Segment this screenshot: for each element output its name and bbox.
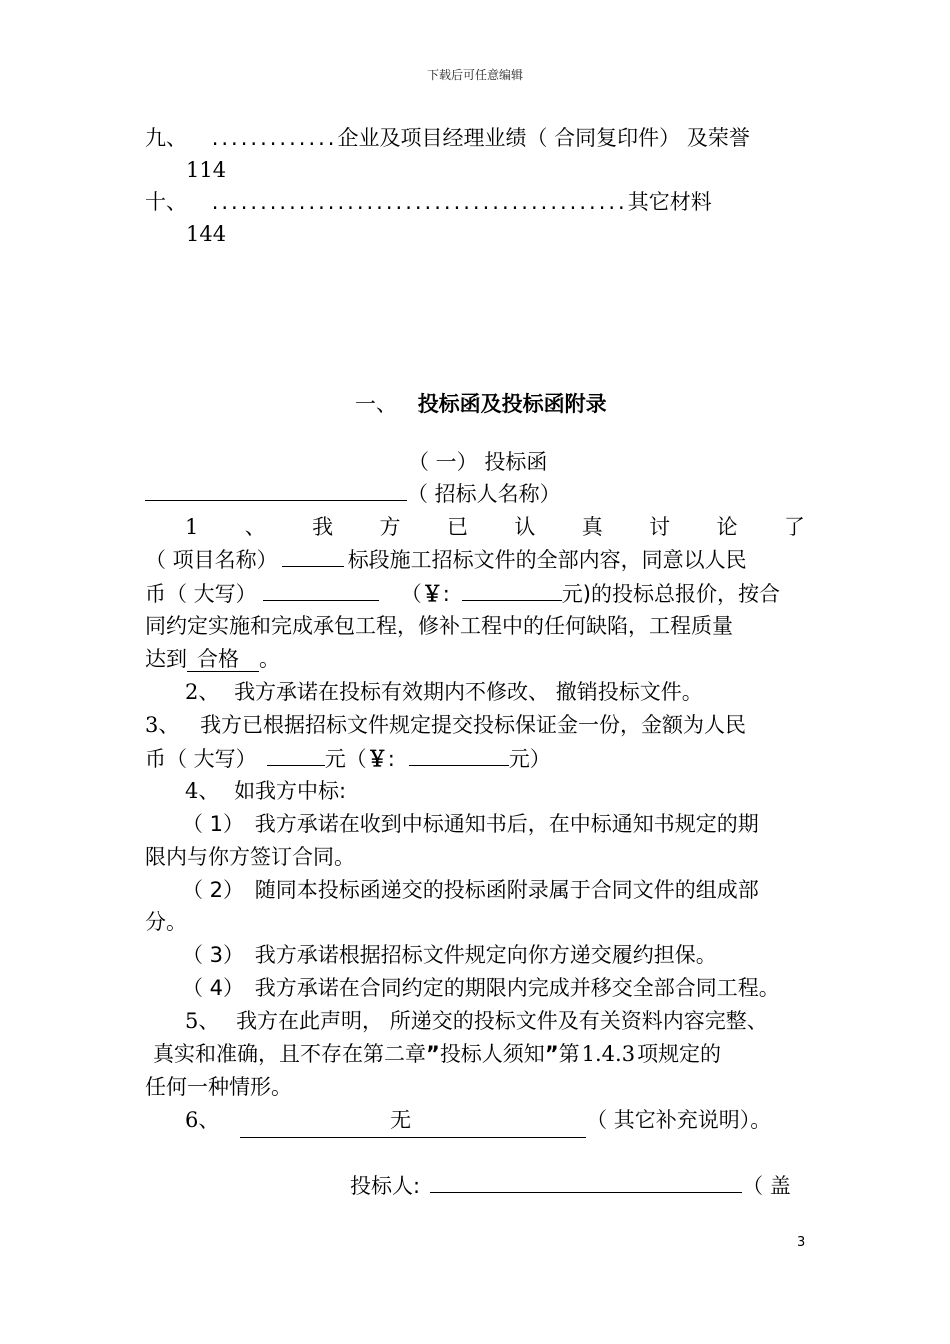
deposit-figures-blank: [409, 743, 509, 766]
toc-title: 企业及项目经理业绩（ 合同复印件） 及荣誉: [337, 126, 750, 150]
colon: :: [442, 582, 450, 606]
p5-text: 投标人须知: [439, 1042, 545, 1066]
item-text: 我方承诺在合同约定的期限内完成并移交全部合同工程。: [254, 976, 780, 1000]
p6-suffix: （ 其它补充说明）。: [586, 1108, 772, 1132]
p1-text: 达到: [145, 647, 187, 671]
bidder-blank: [430, 1170, 742, 1193]
item-number: （ 2）: [182, 878, 245, 902]
supplement-value: 无: [240, 1104, 586, 1138]
p1-text: 元)的投标总报价，按合: [561, 582, 780, 606]
yen-symbol: ￥: [366, 746, 388, 771]
section-heading: [355, 388, 607, 421]
paragraph-1-line-2: [145, 544, 747, 577]
p1-char: 已: [446, 515, 468, 539]
p3-text: 元）: [508, 747, 551, 771]
p5-text: 我方在此声明， 所递交的投标文件及有关资料内容完整、: [236, 1009, 768, 1033]
p2-number: 2、: [185, 680, 220, 704]
paragraph-3-line-1: [145, 709, 746, 742]
paragraph-4: [185, 775, 346, 808]
toc-title: 其它材料: [627, 190, 712, 214]
item-4-4: [182, 972, 780, 1005]
item-4-2: [182, 874, 759, 907]
paragraph-1-line-3: [145, 577, 780, 611]
p1-char: 真: [581, 515, 603, 539]
p1-char: 认: [514, 515, 536, 539]
toc-number: 九、: [145, 126, 187, 150]
item-4-1-cont: 限内与你方签订合同。: [145, 845, 355, 869]
item-text: 我方承诺在收到中标通知书后，在中标通知书规定的期: [254, 812, 759, 836]
toc-page-number: 144: [186, 222, 227, 246]
paragraph-3-line-2: [145, 742, 551, 776]
paragraph-5-line-3: 任何一种情形。: [145, 1075, 292, 1099]
clause-number: 1.4.3: [581, 1042, 636, 1066]
p5-number: 5、: [185, 1009, 220, 1033]
bidder-line: [350, 1170, 791, 1203]
item-4-2-cont: 分。: [145, 910, 187, 934]
p5-text: 第: [558, 1042, 580, 1066]
deposit-words-label: 币（ 大写）: [145, 747, 257, 771]
paragraph-2: [185, 676, 703, 709]
p1-char: 方: [379, 515, 401, 539]
quote-mark: ”: [544, 1042, 559, 1066]
item-text: 我方承诺根据招标文件规定向你方递交履约担保。: [254, 943, 717, 967]
paragraph-6: [185, 1104, 771, 1138]
page-number: 3: [797, 1235, 806, 1250]
item-number: （ 1）: [182, 812, 245, 836]
quote-mark: ”: [426, 1042, 440, 1066]
project-name-label: （ 项目名称）: [145, 548, 278, 572]
toc-entry-9: [145, 122, 750, 155]
p4-text: 如我方中标:: [234, 779, 347, 803]
project-name-blank: [282, 544, 344, 567]
p1-text: 。: [259, 647, 280, 671]
section-number: 一、: [355, 392, 397, 416]
p4-number: 4、: [185, 779, 220, 803]
paragraph-5-line-2: [153, 1038, 721, 1071]
p1-char: 1: [185, 515, 199, 539]
yen-symbol: ￥: [421, 581, 443, 606]
p3-text: 我方已根据招标文件规定提交投标保证金一份，金额为人民: [200, 713, 747, 737]
p1-char: 我: [312, 515, 334, 539]
recipient-blank: [145, 478, 407, 501]
p3-text: 元（: [324, 747, 367, 771]
paragraph-1-line-5: [145, 643, 280, 676]
p5-text: 项规定的: [637, 1042, 722, 1066]
amount-words-label: 币（ 大写）: [145, 582, 257, 606]
p5-text: 真实和准确，且不存在第二章: [153, 1042, 426, 1066]
recipient-suffix: （ 招标人名称）: [407, 482, 561, 506]
p6-number: 6、: [185, 1108, 220, 1132]
paragraph-1-line-4: 同约定实施和完成承包工程，修补工程中的任何缺陷，工程质量: [145, 614, 733, 638]
section-title: 投标函及投标函附录: [417, 392, 607, 416]
item-text: 随同本投标函递交的投标函附录属于合同文件的组成部: [254, 878, 759, 902]
colon: :: [387, 747, 395, 771]
letter-subtitle: （ 一） 投标函: [408, 450, 548, 474]
toc-leader-dots: ...........................................: [211, 190, 628, 214]
deposit-words-blank: [267, 743, 325, 766]
page-header: 下载后可任意编辑: [426, 68, 523, 82]
paragraph-5-line-1: [185, 1005, 768, 1038]
p1-char: 了: [783, 515, 805, 539]
recipient-line: [145, 478, 561, 511]
item-4-1: [182, 808, 759, 841]
p2-text: 我方承诺在投标有效期内不修改、 撤销投标文件。: [234, 680, 703, 704]
p1-char: 、: [244, 515, 266, 539]
toc-entry-10: [145, 186, 712, 219]
p1-char: 论: [716, 515, 738, 539]
item-4-3: [182, 939, 717, 972]
amount-figures-blank: [462, 578, 562, 601]
p1-char: 讨: [649, 515, 671, 539]
bidder-suffix: （ 盖: [742, 1174, 791, 1198]
item-number: （ 4）: [182, 976, 245, 1000]
paragraph-1-line-1: [145, 511, 805, 544]
paren-open: （: [400, 582, 422, 606]
quality-value: 合格: [187, 647, 259, 672]
toc-page-number: 114: [186, 158, 227, 182]
p1-text: 标段施工招标文件的全部内容，同意以人民: [347, 548, 747, 572]
toc-leader-dots: .............: [211, 126, 338, 150]
amount-words-blank: [263, 578, 379, 601]
bidder-label: 投标人:: [350, 1174, 421, 1198]
toc-number: 十、: [145, 190, 187, 214]
item-number: （ 3）: [182, 943, 245, 967]
p3-number: 3、: [145, 713, 180, 737]
